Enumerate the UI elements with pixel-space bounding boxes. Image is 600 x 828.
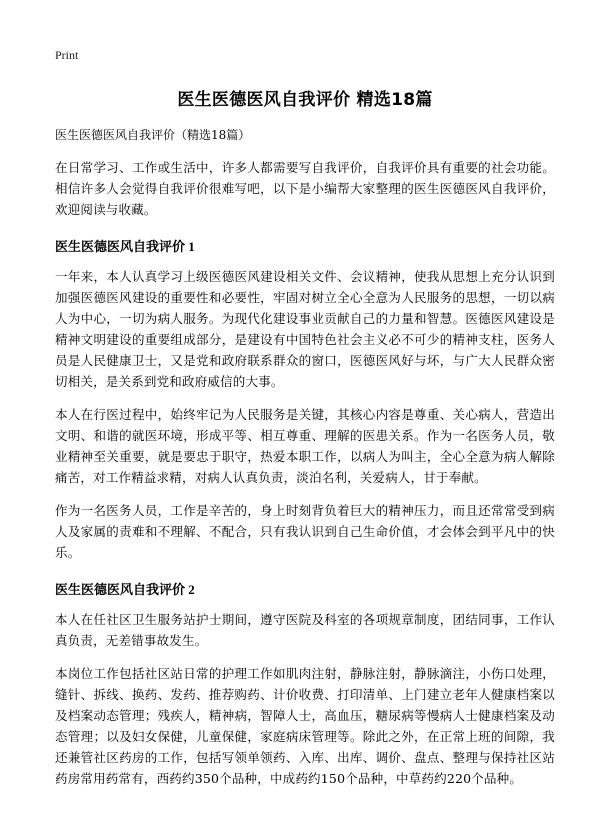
section-heading-2: 医生医德医风自我评价 2 (55, 582, 195, 597)
section-heading-1: 医生医德医风自我评价 1 (55, 239, 195, 254)
section-1-paragraph: 本人在行医过程中，始终牢记为人民服务是关键，其核心内容是尊重、关心病人，营造出文明、和谐的就医环境，形成平等、相互尊重、理解的医患关系。作为一名医务人员，敬业精神至关重要，就是要忠于职守，热爱本职工作，以病人为叫主，全心全意为病人解除痛苦，对工作精益求精，对病人认真负责，淡泊名利，关爱病人，甘于奉献。 (55, 407, 555, 485)
document-subtitle: 医生医德医风自我评价（精选18篇） (55, 128, 251, 142)
document-page (55, 44, 555, 801)
section-1-paragraph: 作为一名医务人员，工作是辛苦的，身上时刻背负着巨大的精神压力，而且还常常受到病人及家属的责难和不理解、不配合，只有我认识到自己生命价值，才会体会到平凡中的快乐。 (55, 503, 555, 560)
section-1-paragraph: 一年来，本人认真学习上级医德医风建设相关文件、会议精神，使我从思想上充分认识到加强医德医风建设的重要性和必要性，牢固对树立全心全意为人民服务的思想，一切以病人为中心，一切为病人服务。为现代化建设事业贡献自己的力量和智慧。医德医风建设是精神文明建设的重要组成部分，是建设有中国特色社会主义必不可少的精神支柱，医务人员是人民健康卫士，又是党和政府联系群众的窗口，医德医风好与坏，与广大人民群众密切相关，是关系到党和政府威信的大事。 (55, 269, 555, 389)
page-title: 医生医德医风自我评价 精选18篇 (177, 90, 433, 110)
section-2-paragraph: 本岗位工作包括社区站日常的护理工作如肌肉注射，静脉注射，静脉滴注，小伤口处理，缝针、拆线、换药、发药、推荐购药、计价收费、打印清单、上门建立老年人健康档案以及档案动态管理；残疾人，精神病，智障人士，高血压，糖尿病等慢病人士健康档案及动态管理；以及妇女保健，儿童保健，家庭病床管理等。除此之外，在正常上班的间隙，我还兼管社区药房的工作，包括写领单领药、入库、出库、调价、盘点、整理与保持社区站药房常用药常有，西药约350个品种，中成药约150个品种，中草药约220个品种。 (55, 666, 555, 786)
intro-paragraph: 在日常学习、工作或生活中，许多人都需要写自我评价，自我评价具有重要的社会功能。相信许多人会觉得自我评价很难写吧，以下是小编帮大家整理的医生医德医风自我评价，欢迎阅读与收藏。 (55, 160, 555, 217)
section-2-paragraph: 本人在任社区卫生服务站护士期间，遵守医院及科室的各项规章制度，团结同事，工作认真负责，无差错事故发生。 (55, 612, 555, 648)
print-link[interactable]: Print (55, 48, 79, 62)
